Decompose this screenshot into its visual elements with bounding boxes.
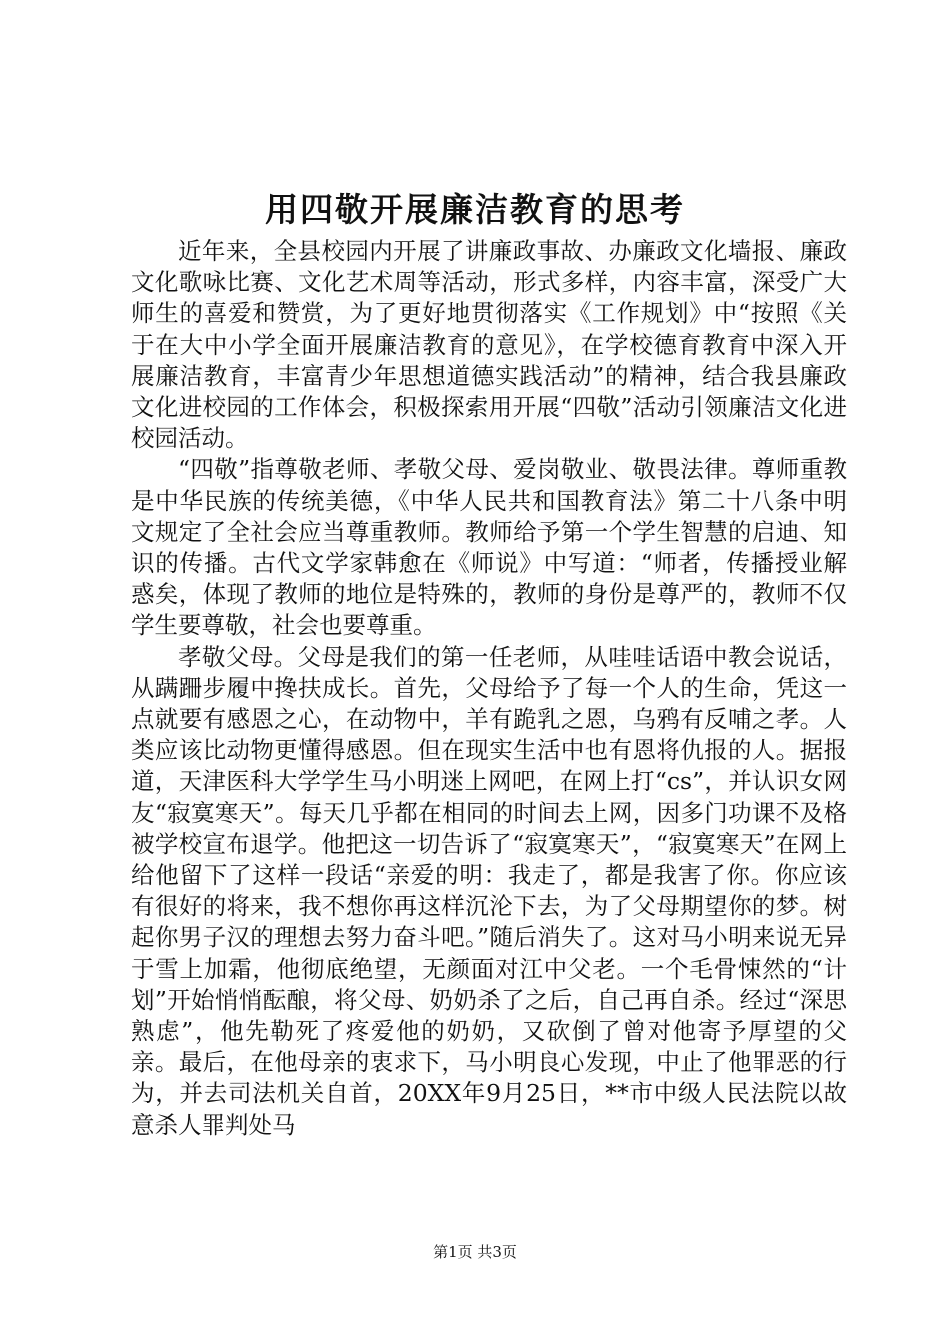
document-body (131, 236, 847, 1141)
document-title: 用四敬开展廉洁教育的思考 (265, 190, 685, 229)
page-footer: 第1页 共3页 (433, 1243, 517, 1261)
paragraph-intro: 近年来，全县校园内开展了讲廉政事故、办廉政文化墙报、廉政文化歌咏比赛、文化艺术周等活动，形式多样，内容丰富，深受广大师生的喜爱和赞赏，为了更好地贯彻落实《工作规划》中“按照《关于在大中小学全面开展廉洁教育的意见》，在学校德育教育中深入开展廉洁教育，丰富青少年思想道德实践活动”的精神，结合我县廉政文化进校园的工作体会，积极探索用开展“四敬”活动引领廉洁文化进校园活动。 (131, 237, 847, 453)
paragraph-four-respects: “四敬”指尊敬老师、孝敬父母、爱岗敬业、敬畏法律。尊师重教是中华民族的传统美德，《中华人民共和国教育法》第二十八条中明文规定了全社会应当尊重教师。教师给予第一个学生智慧的启迪、知识的传播。古代文学家韩愈在《师说》中写道：“师者，传播授业解惑矣，体现了教师的地位是特殊的，教师的身份是尊严的，教师不仅学生要尊敬，社会也要尊重。 (131, 455, 847, 640)
paragraph-filial-piety: 孝敬父母。父母是我们的第一任老师，从哇哇话语中教会说话，从蹒跚步履中搀扶成长。首先，父母给予了每一个人的生命，凭这一点就要有感恩之心，在动物中，羊有跪乳之恩，乌鸦有反哺之孝。人类应该比动物更懂得感恩。但在现实生活中也有恩将仇报的人。据报道，天津医科大学学生马小明迷上网吧，在网上打“cs”，并认识女网友“寂寞寒天”。每天几乎都在相同的时间去上网，因多门功课不及格被学校宣布退学。他把这一切告诉了“寂寞寒天”，“寂寞寒天”在网上给他留下了这样一段话“亲爱的明：我走了，都是我害了你。你应该有很好的将来，我不想你再这样沉沦下去，为了父母期望你的梦。树起你男子汉的理想去努力奋斗吧。”随后消失了。这对马小明来说无异于雪上加霜，他彻底绝望，无颜面对江中父老。一个毛骨悚然的“计划”开始悄悄酝酿，将父母、奶奶杀了之后，自己再自杀。经过“深思熟虑”，他先勒死了疼爱他的奶奶，又砍倒了曾对他寄予厚望的父亲。最后，在他母亲的衷求下，马小明良心发现，中止了他罪恶的行为，并去司法机关自首，20XX年9月25日，**市中级人民法院以故意杀人罪判处马 (131, 642, 847, 1139)
